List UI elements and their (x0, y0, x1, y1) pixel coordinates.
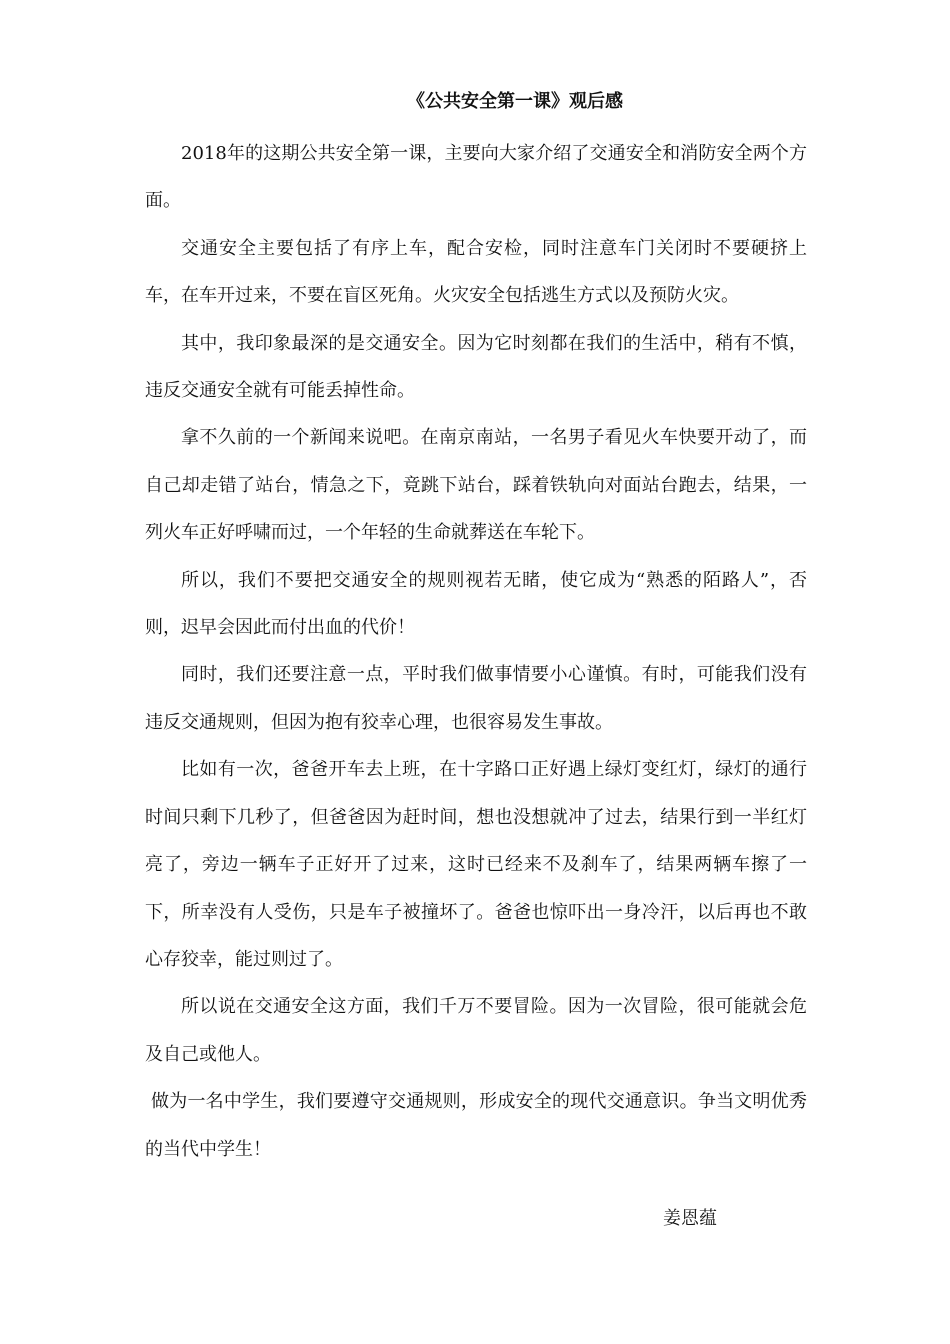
paragraph: 比如有一次，爸爸开车去上班，在十字路口正好遇上绿灯变红灯，绿灯的通行时间只剩下几秒了，但爸爸因为赶时间，想也没想就冲了过去，结果行到一半红灯亮了，旁边一辆车子正好开了过来，这时已经来不及刹车了，结果两辆车擦了一下，所幸没有人受伤，只是车子被撞坏了。爸爸也惊吓出一身冷汗，以后再也不敢心存狡幸，能过则过了。 (145, 759, 807, 970)
paragraph: 同时，我们还要注意一点，平时我们做事情要小心谨慎。有时，可能我们没有违反交通规则，但因为抱有狡幸心理，也很容易发生事故。 (145, 664, 807, 733)
author-signature: 姜恩蕴 (663, 1208, 717, 1229)
paragraph: 所以，我们不要把交通安全的规则视若无睹，使它成为“熟悉的陌路人”，否则，迟早会因此而付出血的代价！ (145, 569, 807, 639)
paragraph: 其中，我印象最深的是交通安全。因为它时刻都在我们的生活中，稍有不慎，违反交通安全就有可能丢掉性命。 (145, 332, 807, 402)
document-title: 《公共安全第一课》观后感 (407, 91, 623, 112)
paragraph: 做为一名中学生，我们要遵守交通规则，形成安全的现代交通意识。争当文明优秀的当代中学生！ (145, 1091, 807, 1160)
paragraph: 所以说在交通安全这方面，我们千万不要冒险。因为一次冒险，很可能就会危及自己或他人。 (145, 996, 807, 1065)
paragraph: 拿不久前的一个新闻来说吧。在南京南站，一名男子看见火车快要开动了，而自己却走错了站台，情急之下，竟跳下站台，踩着铁轨向对面站台跑去，结果，一列火车正好呼啸而过，一个年轻的生命就葬送在车轮下。 (145, 427, 807, 544)
document-body (145, 130, 807, 1173)
paragraph: 2018年的这期公共安全第一课，主要向大家介绍了交通安全和消防安全两个方面。 (145, 143, 807, 212)
paragraph: 交通安全主要包括了有序上车，配合安检，同时注意车门关闭时不要硬挤上车，在车开过来，不要在盲区死角。火灾安全包括逃生方式以及预防火灾。 (145, 237, 807, 307)
